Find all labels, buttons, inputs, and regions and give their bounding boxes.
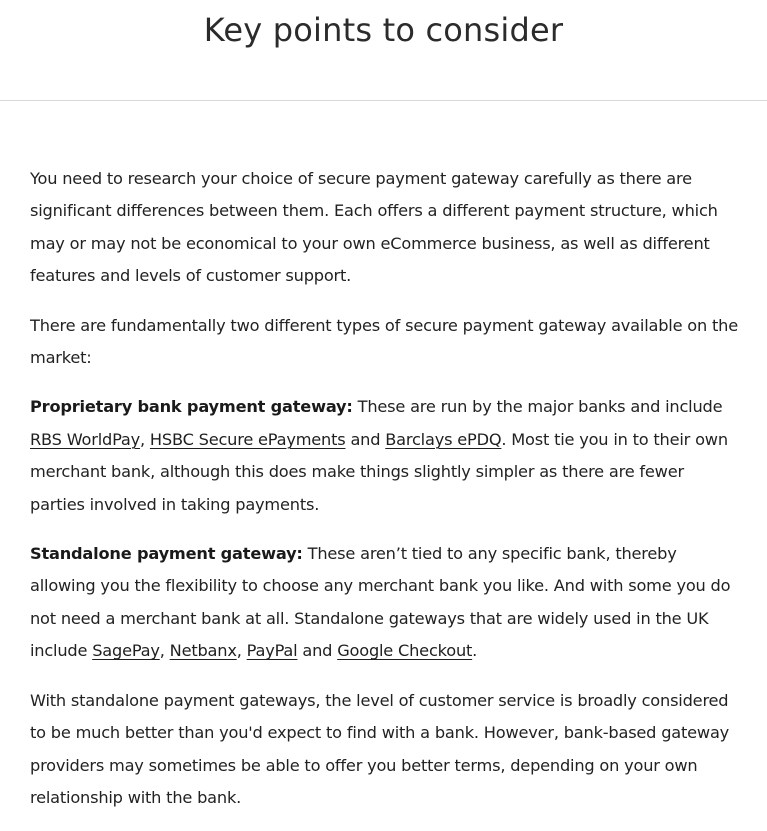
separator-text: , bbox=[140, 429, 150, 449]
standalone-gateway-paragraph bbox=[30, 538, 742, 668]
intro-paragraph: You need to research your choice of secure payment gateway carefully as there are significant differences between them. Each offers a different payment structure, which may or may not be economical to your own eCommerce business, as well as different features and levels of customer support. bbox=[30, 169, 718, 286]
google-checkout-link[interactable]: Google Checkout bbox=[337, 641, 473, 661]
proprietary-intro-text: These are run by the major banks and include bbox=[352, 397, 723, 417]
proprietary-gateway-paragraph bbox=[30, 391, 742, 521]
separator-text: , bbox=[159, 641, 170, 661]
proprietary-outro-text: . Most tie you in to their own merchant bank, although this does make things slightly simpler as there are fewer parties involved in taking payments. bbox=[30, 429, 728, 514]
proprietary-gateway-heading: Proprietary bank payment gateway: bbox=[30, 397, 353, 417]
standalone-intro-text: These aren’t tied to any specific bank, thereby allowing you the flexibility to choose any merchant bank you like. And with some you do not need a merchant bank at all. Standalone gateways that are widely used in the UK include bbox=[30, 544, 731, 661]
netbanx-link[interactable]: Netbanx bbox=[169, 641, 237, 661]
article-body bbox=[30, 163, 742, 831]
page-header bbox=[0, 0, 767, 101]
separator-text: and bbox=[297, 641, 338, 661]
standalone-outro-text: . bbox=[472, 641, 478, 661]
barclays-epdq-link[interactable]: Barclays ePDQ bbox=[385, 429, 502, 449]
separator-text: , bbox=[236, 641, 247, 661]
types-paragraph: There are fundamentally two different types of secure payment gateway available on the market: bbox=[30, 315, 738, 368]
hsbc-secure-epayments-link[interactable]: HSBC Secure ePayments bbox=[149, 429, 346, 449]
customer-service-paragraph: With standalone payment gateways, the level of customer service is broadly considered to be much better than you'd expect to find with a bank. However, bank-based gateway providers may sometimes be able to offer you better terms, depending on your own relationship with the bank. bbox=[30, 690, 730, 807]
rbs-worldpay-link[interactable]: RBS WorldPay bbox=[30, 429, 141, 449]
paypal-link[interactable]: PayPal bbox=[246, 641, 298, 661]
sagepay-link[interactable]: SagePay bbox=[92, 641, 160, 661]
standalone-gateway-heading: Standalone payment gateway: bbox=[30, 544, 303, 564]
separator-text: and bbox=[345, 429, 386, 449]
page-title: Key points to consider bbox=[203, 11, 564, 49]
